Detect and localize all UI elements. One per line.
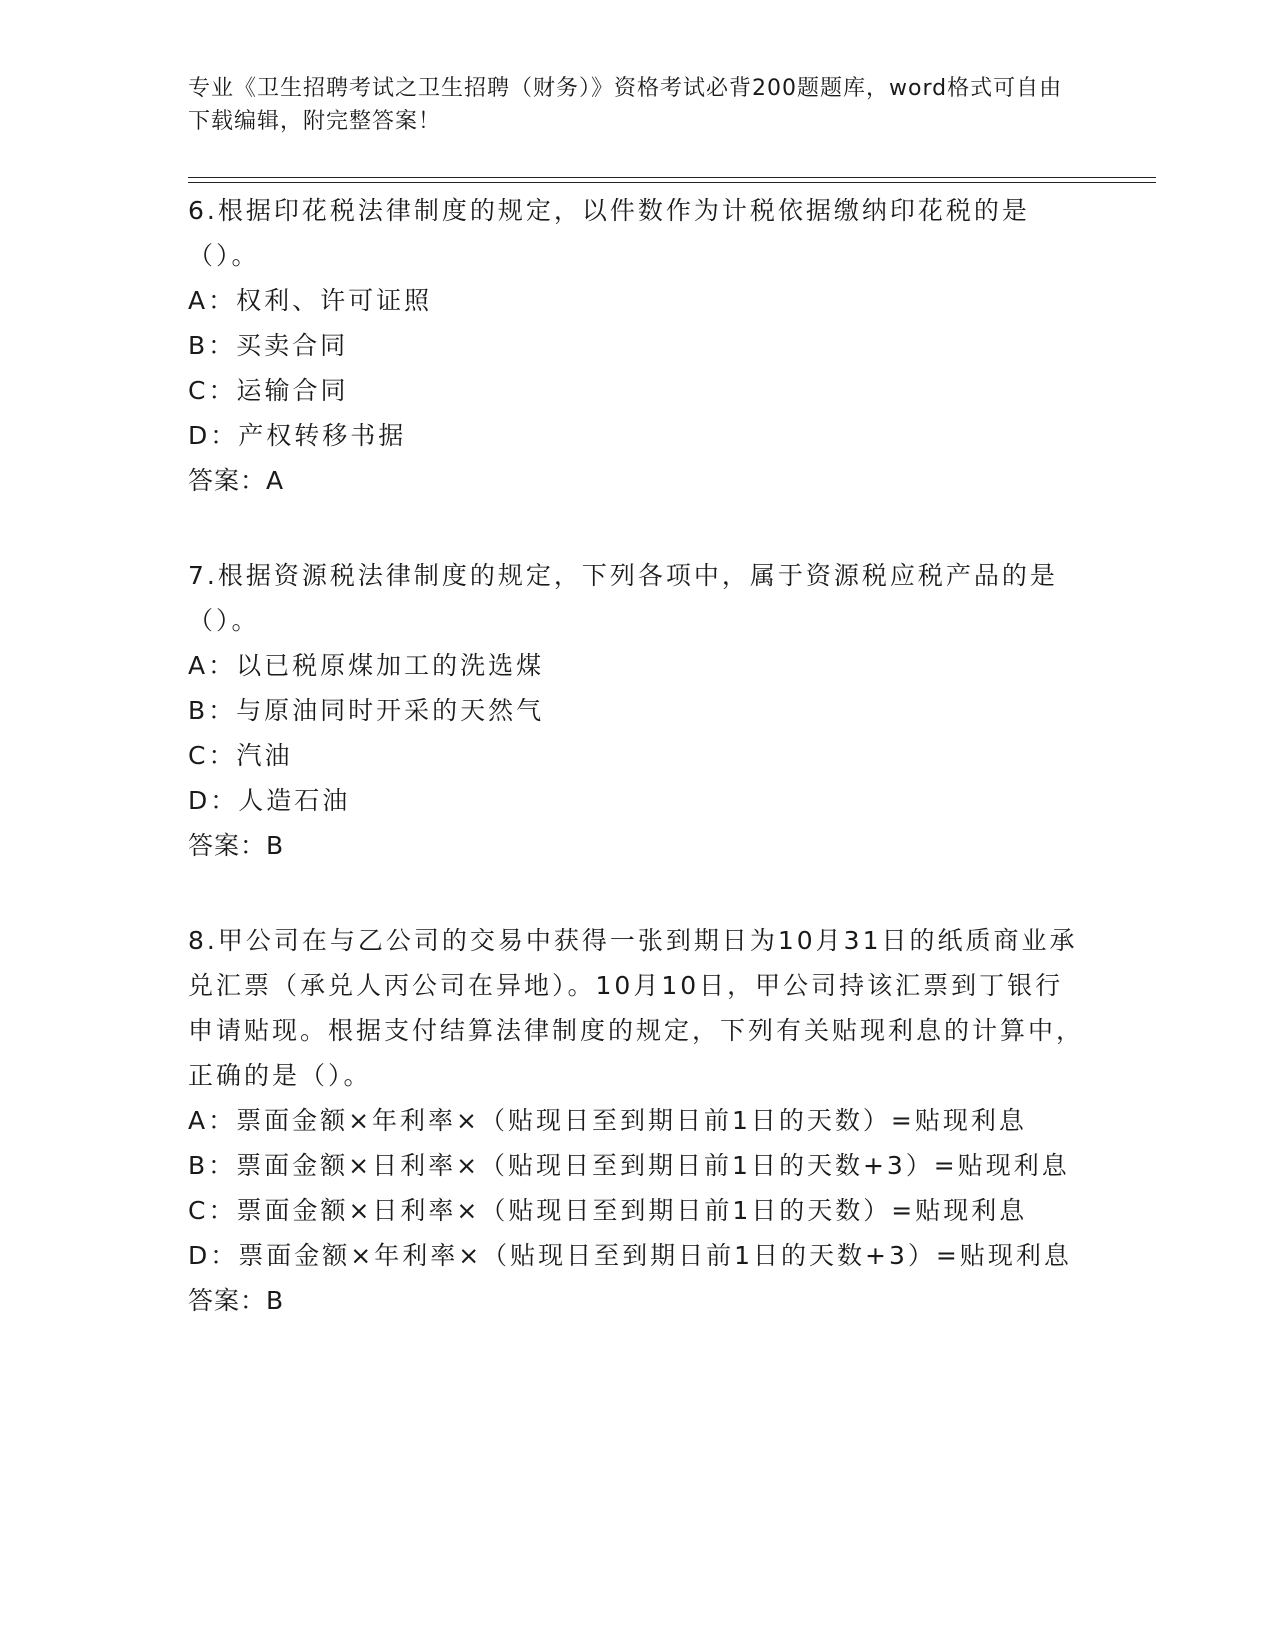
question-7 xyxy=(188,553,1088,868)
option-b: B：买卖合同 xyxy=(188,331,349,360)
answer: 答案：A xyxy=(188,466,285,495)
answer: 答案：B xyxy=(188,1286,285,1315)
question-stem: 8.甲公司在与乙公司的交易中获得一张到期日为10月31日的纸质商业承兑汇票（承兑人丙公司在异地）。10月10日，甲公司持该汇票到丁银行申请贴现。根据支付结算法律制度的规定，下列有关贴现利息的计算中，正确的是（）。 xyxy=(188,926,1085,1090)
option-c: C：票面金额×日利率×（贴现日至到期日前1日的天数）=贴现利息 xyxy=(188,1196,1028,1225)
option-b: B：与原油同时开采的天然气 xyxy=(188,696,545,725)
option-a: A：票面金额×年利率×（贴现日至到期日前1日的天数）=贴现利息 xyxy=(188,1106,1027,1135)
option-d: D：产权转移书据 xyxy=(188,421,407,450)
question-stem: 7.根据资源税法律制度的规定，下列各项中，属于资源税应税产品的是（）。 xyxy=(188,561,1058,635)
question-stem: 6.根据印花税法律制度的规定，以件数作为计税依据缴纳印花税的是（）。 xyxy=(188,196,1030,270)
header-divider-bottom xyxy=(188,182,1156,183)
question-8 xyxy=(188,918,1088,1323)
answer: 答案：B xyxy=(188,831,285,860)
option-d: D：票面金额×年利率×（贴现日至到期日前1日的天数+3）=贴现利息 xyxy=(188,1241,1072,1270)
option-c: C：运输合同 xyxy=(188,376,349,405)
option-a: A：权利、许可证照 xyxy=(188,286,433,315)
header-divider-top xyxy=(188,177,1156,178)
option-b: B：票面金额×日利率×（贴现日至到期日前1日的天数+3）=贴现利息 xyxy=(188,1151,1070,1180)
option-a: A：以已税原煤加工的洗选煤 xyxy=(188,651,545,680)
document-intro: 专业《卫生招聘考试之卫生招聘（财务）》资格考试必背200题题库，word格式可自由下载编辑，附完整答案！ xyxy=(188,76,1063,134)
option-d: D：人造石油 xyxy=(188,786,351,815)
option-c: C：汽油 xyxy=(188,741,293,770)
question-6 xyxy=(188,188,1088,503)
